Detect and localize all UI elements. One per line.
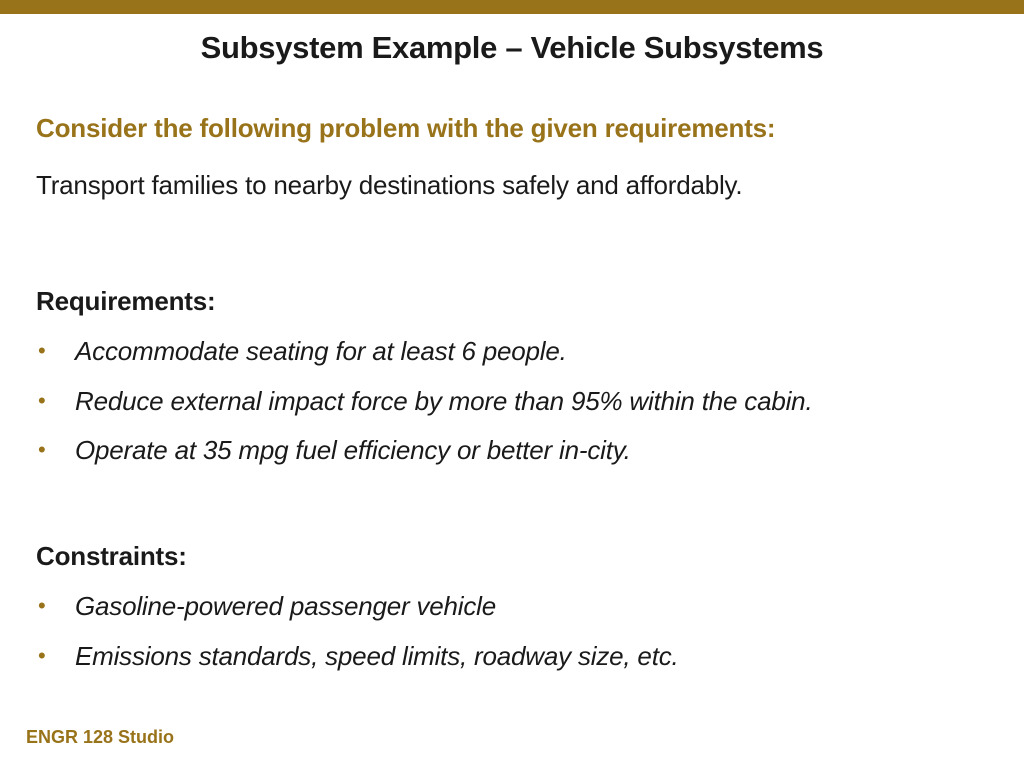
constraint-text: Gasoline-powered passenger vehicle xyxy=(75,591,497,621)
bullet-icon: • xyxy=(38,642,46,668)
slide-title: Subsystem Example – Vehicle Subsystems xyxy=(200,30,824,65)
intro-heading: Consider the following problem with the given requirements: xyxy=(36,113,776,143)
constraint-text: Emissions standards, speed limits, roadway size, etc. xyxy=(75,640,679,671)
constraints-heading: Constraints: xyxy=(36,541,187,571)
problem-statement: Transport families to nearby destinations safely and affordably. xyxy=(36,170,743,200)
requirement-text: Operate at 35 mpg fuel efficiency or better in-city. xyxy=(75,435,631,465)
bullet-icon: • xyxy=(38,338,46,363)
top-accent-bar xyxy=(0,0,1024,14)
requirement-text: Accommodate seating for at least 6 people. xyxy=(75,336,567,366)
requirements-heading: Requirements: xyxy=(36,286,216,316)
bullet-icon: • xyxy=(38,437,46,462)
bullet-icon: • xyxy=(38,387,46,413)
requirement-text: Reduce external impact force by more than 95% within the cabin. xyxy=(75,385,813,416)
bullet-icon: • xyxy=(38,593,46,618)
course-footer: ENGR 128 Studio xyxy=(26,727,175,747)
